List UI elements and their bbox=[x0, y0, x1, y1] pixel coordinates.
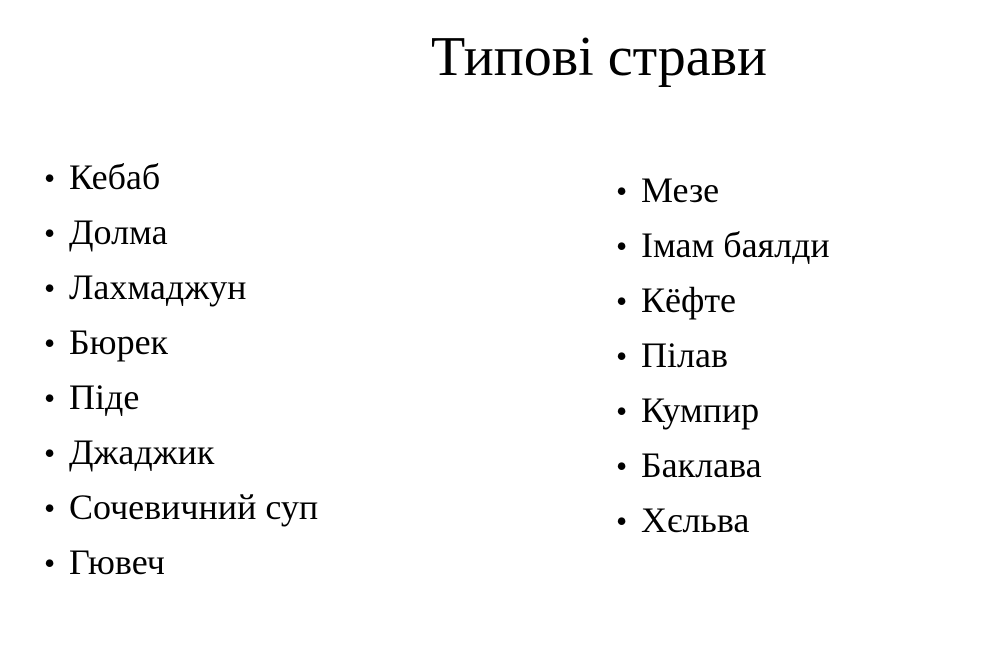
list-item bbox=[616, 273, 976, 328]
list-item bbox=[44, 260, 564, 315]
dish-name: Сочевичний суп bbox=[69, 487, 319, 527]
bullet-icon: • bbox=[44, 490, 56, 526]
dish-name: Лахмаджун bbox=[69, 267, 247, 307]
dish-name: Хєльва bbox=[641, 500, 750, 540]
list-item bbox=[616, 383, 976, 438]
dish-name: Мезе bbox=[641, 170, 720, 210]
dish-name: Імам баялди bbox=[641, 225, 830, 265]
dish-name: Гювеч bbox=[69, 542, 165, 582]
bullet-icon: • bbox=[44, 160, 56, 196]
slide-title: Типові страви bbox=[430, 26, 768, 88]
bullet-icon: • bbox=[616, 173, 628, 209]
bullet-icon: • bbox=[616, 228, 628, 264]
bullet-icon: • bbox=[616, 393, 628, 429]
list-item bbox=[616, 438, 976, 493]
bullet-icon: • bbox=[616, 448, 628, 484]
list-item bbox=[616, 218, 976, 273]
list-item bbox=[616, 328, 976, 383]
list-item bbox=[616, 493, 976, 548]
dish-name: Бюрек bbox=[69, 322, 169, 362]
dish-list-right bbox=[616, 163, 976, 548]
bullet-icon: • bbox=[44, 380, 56, 416]
dish-name: Джаджик bbox=[69, 432, 215, 472]
dish-list-left bbox=[44, 150, 564, 590]
bullet-icon: • bbox=[44, 325, 56, 361]
list-item bbox=[44, 480, 564, 535]
dish-name: Піде bbox=[69, 377, 140, 417]
list-item bbox=[44, 535, 564, 590]
bullet-icon: • bbox=[616, 503, 628, 539]
dish-name: Долма bbox=[69, 212, 168, 252]
dish-name: Кёфте bbox=[641, 280, 737, 320]
list-item bbox=[616, 163, 976, 218]
dish-name: Баклава bbox=[641, 445, 762, 485]
dish-name: Кебаб bbox=[69, 157, 161, 197]
list-item bbox=[44, 370, 564, 425]
list-item bbox=[44, 205, 564, 260]
bullet-icon: • bbox=[44, 270, 56, 306]
bullet-icon: • bbox=[44, 545, 56, 581]
list-item bbox=[44, 425, 564, 480]
bullet-icon: • bbox=[616, 283, 628, 319]
dish-name: Пілав bbox=[641, 335, 728, 375]
list-item bbox=[44, 315, 564, 370]
dish-name: Кумпир bbox=[641, 390, 760, 430]
bullet-icon: • bbox=[44, 215, 56, 251]
list-item bbox=[44, 150, 564, 205]
bullet-icon: • bbox=[44, 435, 56, 471]
bullet-icon: • bbox=[616, 338, 628, 374]
